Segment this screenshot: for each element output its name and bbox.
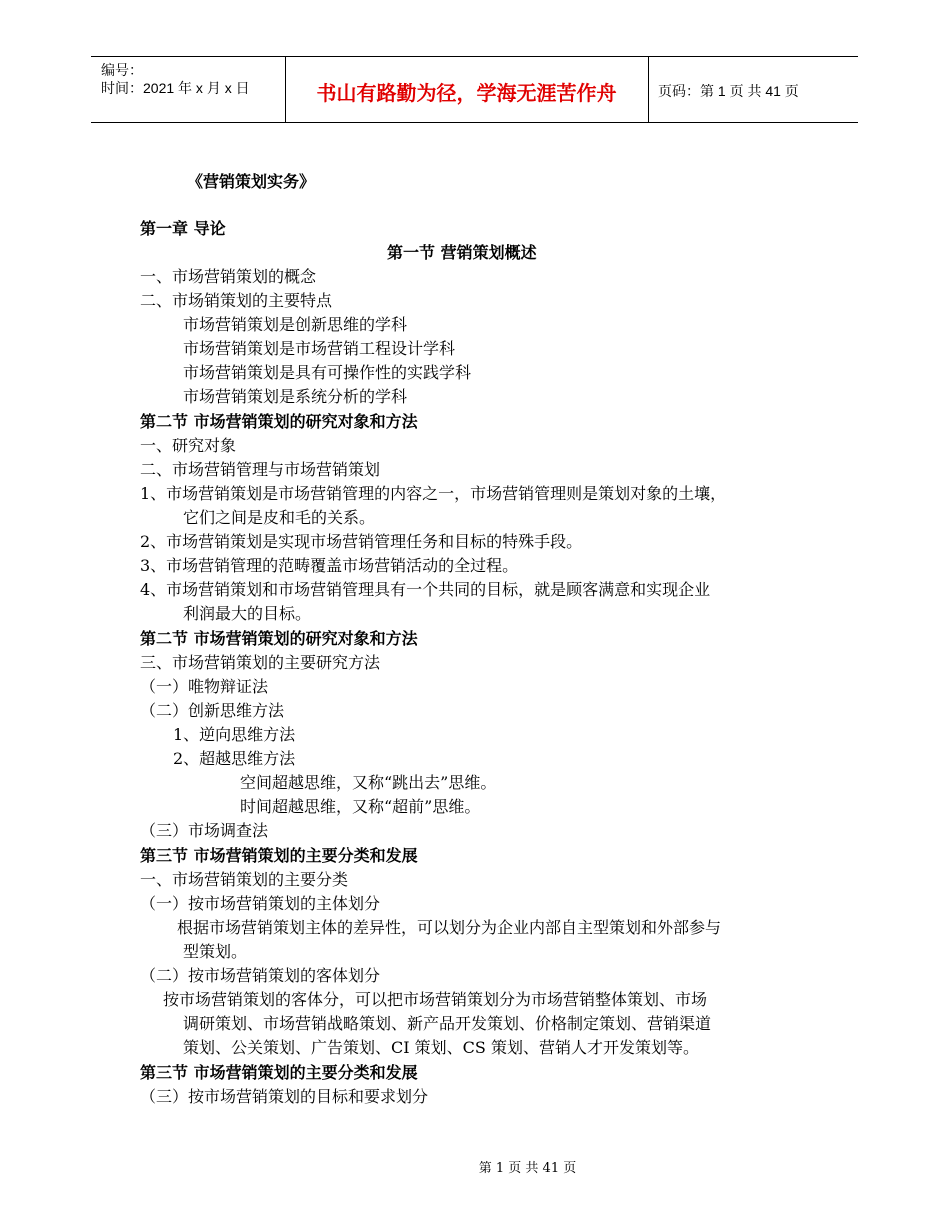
text-line: 调研策划、市场营销战略策划、新产品开发策划、价格制定策划、营销渠道 [183, 1014, 712, 1033]
section-heading: 第三节 市场营销策划的主要分类和发展 [140, 1063, 418, 1082]
header-motto: 书山有路勤为径，学海无涯苦作舟 [316, 81, 617, 105]
text-line: 2、市场营销策划是实现市场营销管理任务和目标的特殊手段。 [140, 532, 583, 551]
header-meta [101, 61, 250, 97]
text-line: 时间超越思维，又称“超前”思维。 [240, 797, 481, 816]
text-line: （三）市场调查法 [140, 821, 269, 840]
text-line: 二、市场营销管理与市场营销策划 [140, 460, 381, 479]
text-line: 三、市场营销策划的主要研究方法 [140, 653, 381, 672]
text-line: 市场营销策划是系统分析的学科 [183, 387, 408, 406]
text-line: 一、市场营销策划的概念 [140, 267, 317, 286]
header-page-info: 页码：第 1 页 共 41 页 [658, 83, 799, 99]
text-line: 二、市场销策划的主要特点 [140, 291, 333, 310]
page-footer: 第 1 页 共 41 页 [478, 1161, 577, 1176]
text-line: 4、市场营销策划和市场营销管理具有一个共同的目标，就是顾客满意和实现企业 [140, 580, 711, 599]
section-heading: 第二节 市场营销策划的研究对象和方法 [140, 412, 418, 431]
text-line: 策划、公关策划、广告策划、CI 策划、CS 策划、营销人才开发策划等。 [183, 1038, 699, 1057]
page-header [91, 56, 858, 123]
section-heading: 第三节 市场营销策划的主要分类和发展 [140, 846, 418, 865]
text-line: （三）按市场营销策划的目标和要求划分 [140, 1087, 429, 1106]
text-line: （二）创新思维方法 [140, 701, 285, 720]
text-line: 市场营销策划是具有可操作性的实践学科 [183, 363, 472, 382]
text-line: （一）唯物辩证法 [140, 677, 269, 696]
text-line: （二）按市场营销策划的客体划分 [140, 966, 381, 985]
text-line: 2、超越思维方法 [173, 749, 296, 768]
text-line: 按市场营销策划的客体分，可以把市场营销策划分为市场营销整体策划、市场 [163, 990, 708, 1009]
section-heading: 第二节 市场营销策划的研究对象和方法 [140, 629, 418, 648]
text-line: 型策划。 [183, 942, 248, 961]
text-line: 市场营销策划是创新思维的学科 [183, 315, 408, 334]
text-line: 3、市场营销管理的范畴覆盖市场营销活动的全过程。 [140, 556, 519, 575]
number-label: 编号： [101, 62, 143, 78]
text-line: 空间超越思维，又称“跳出去”思维。 [240, 773, 497, 792]
header-divider [648, 57, 649, 122]
text-line: 一、研究对象 [140, 436, 237, 455]
text-line: （一）按市场营销策划的主体划分 [140, 894, 381, 913]
text-line: 1、市场营销策划是市场营销管理的内容之一，市场营销管理则是策划对象的土壤， [140, 484, 727, 503]
text-line: 利润最大的目标。 [183, 604, 312, 623]
text-line: 一、市场营销策划的主要分类 [140, 870, 349, 889]
text-line: 1、逆向思维方法 [173, 725, 296, 744]
chapter-heading: 第一章 导论 [140, 219, 226, 238]
section-heading: 第一节 营销策划概述 [387, 243, 537, 262]
time-label: 时间：2021 年 x 月 x 日 [101, 80, 250, 96]
text-line: 市场营销策划是市场营销工程设计学科 [183, 339, 456, 358]
text-line: 它们之间是皮和毛的关系。 [183, 508, 376, 527]
document-title: 《营销策划实务》 [187, 172, 316, 191]
text-line: 根据市场营销策划主体的差异性，可以划分为企业内部自主型策划和外部参与 [177, 918, 722, 937]
